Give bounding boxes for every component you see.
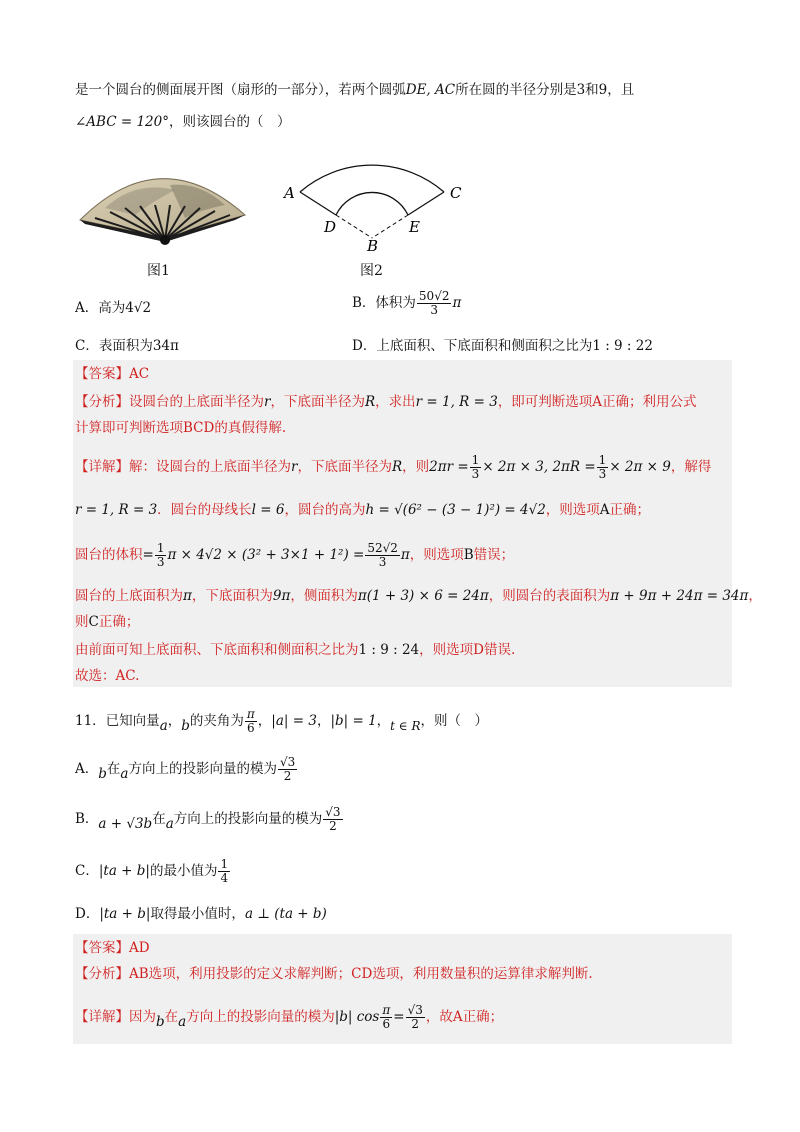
d: 6 xyxy=(247,721,255,735)
vec: a xyxy=(120,766,129,782)
q10-stem-line2 xyxy=(75,112,290,132)
eq: π xyxy=(400,547,410,563)
d: 4 xyxy=(220,871,229,885)
t: 11．已知向量 xyxy=(75,713,160,729)
t: 圆台的体积 xyxy=(75,547,143,563)
d: 2 xyxy=(329,819,337,833)
q11-stem xyxy=(75,708,488,735)
q10-stem-text: 是一个圆台的侧面展开图（扇形的一部分），若两个圆弧 xyxy=(75,82,406,98)
d: 3 xyxy=(156,555,165,569)
label-d: D xyxy=(324,218,337,236)
eq: l = 6 xyxy=(251,502,285,518)
t: ，侧面积为 xyxy=(290,588,358,604)
frac xyxy=(470,454,482,481)
n: 1 xyxy=(471,453,480,467)
vec: b xyxy=(98,766,107,782)
t: ，下底面半径为 xyxy=(270,394,365,410)
t: ，故A正确； xyxy=(425,1009,504,1025)
t: 正确； xyxy=(609,502,651,518)
R: R xyxy=(364,394,376,410)
t: ， xyxy=(316,713,331,729)
n: √3 xyxy=(325,805,341,819)
q10-arcs: DE, AC xyxy=(405,82,456,98)
eq: π xyxy=(183,588,192,604)
eq: 9π xyxy=(272,588,291,604)
t: D． xyxy=(75,906,100,922)
d: 2 xyxy=(411,1017,420,1031)
t: C． xyxy=(75,863,99,879)
t: B． xyxy=(75,811,99,827)
vec-b: b xyxy=(181,718,190,734)
n: 52√2 xyxy=(367,541,398,555)
frac xyxy=(380,1004,392,1031)
vec-a: a xyxy=(159,718,168,734)
t: 方向上的投影向量的模为 xyxy=(173,811,323,827)
q10-analysis-line2: 计算即可判断选项BCD的真假得解. xyxy=(75,420,287,436)
opt: C xyxy=(88,614,99,630)
t: 错误； xyxy=(473,547,515,563)
t: ，则选项 xyxy=(409,547,464,563)
eq: a ⊥ (ta + b) xyxy=(244,906,327,922)
r: r xyxy=(291,459,298,475)
n: π xyxy=(382,1003,391,1017)
option-b-frac xyxy=(417,290,452,317)
eq: 2πr = xyxy=(429,459,469,475)
frac xyxy=(155,542,167,569)
frac xyxy=(323,806,342,833)
d: 3 xyxy=(471,467,480,481)
eq: 1 : 9 : 24 xyxy=(358,642,420,658)
eq: × 2π × 3, 2πR = xyxy=(482,459,596,475)
q11-option-d xyxy=(75,904,327,924)
eq: |b| cos xyxy=(334,1009,380,1025)
q10-answer: 【答案】AC xyxy=(75,366,150,382)
n: 1 xyxy=(598,453,607,467)
eq: |ta + b| xyxy=(99,906,151,922)
option-b-text: B．体积为 xyxy=(352,295,416,311)
t: 圆台的上底面积为 xyxy=(75,588,183,604)
t: ，下底面积为 xyxy=(191,588,273,604)
q10-option-d xyxy=(352,336,653,356)
eq: π × 4√2 × (3² + 3×1 + 1²) = xyxy=(167,547,365,563)
frac xyxy=(218,858,230,885)
t: ， xyxy=(748,588,762,604)
t: ，即可判断选项A正确；利用公式 xyxy=(497,394,697,410)
d: 6 xyxy=(382,1017,391,1031)
t: 由前面可知上底面积、下底面积和侧面积之比为 xyxy=(75,642,359,658)
t: ，则选项 xyxy=(545,502,600,518)
t: 【详解】解：设圆台的上底面半径为 xyxy=(75,459,291,475)
frac xyxy=(406,1004,425,1031)
t: ，圆台的高为 xyxy=(284,502,366,518)
R: R xyxy=(391,459,403,475)
t: A． xyxy=(75,761,99,777)
t: 在 xyxy=(152,811,166,827)
q11-option-b xyxy=(75,806,344,833)
q10-detail-line5 xyxy=(75,612,139,632)
n: √3 xyxy=(279,755,296,769)
n: √3 xyxy=(407,1003,423,1017)
option-d-value: 1 : 9 : 22 xyxy=(592,338,653,354)
t: 在 xyxy=(164,1009,179,1025)
n: 1 xyxy=(220,857,229,871)
q11-answer: 【答案】AD xyxy=(75,940,150,956)
t: ，下底面半径为 xyxy=(297,459,392,475)
t: 【详解】因为 xyxy=(75,1009,156,1025)
label-e: E xyxy=(409,218,420,236)
fig2-caption: 图2 xyxy=(360,263,383,279)
t: 在 xyxy=(106,761,121,777)
q11-analysis: 【分析】AB选项，利用投影的定义求解判断；CD选项，利用数量积的运算律求解判断. xyxy=(75,966,593,982)
q10-stem-text-3: ，则该圆台的（ ） xyxy=(168,114,291,130)
t: 的夹角为 xyxy=(189,713,244,729)
q10-detail-line1 xyxy=(75,454,711,481)
q11-detail xyxy=(75,1004,503,1031)
t: 则 xyxy=(75,614,89,630)
d: 3 xyxy=(598,467,607,481)
frac xyxy=(245,708,257,735)
eq: |b| = 1 xyxy=(330,713,377,729)
frac-num: 50√2 xyxy=(418,289,450,303)
eq: |ta + b| xyxy=(98,863,150,879)
t: 正确； xyxy=(98,614,140,630)
d: 2 xyxy=(283,769,292,783)
eq: × 2π × 9 xyxy=(609,459,671,475)
t: 方向上的投影向量的模为 xyxy=(186,1009,335,1025)
n: π xyxy=(246,707,255,721)
q10-detail-line4 xyxy=(75,586,762,606)
t: ，解得 xyxy=(670,459,712,475)
eq: t ∈ R xyxy=(390,719,421,733)
t: ．圆台的母线长 xyxy=(157,502,252,518)
vec: a xyxy=(165,816,174,832)
q11-option-c xyxy=(75,858,231,885)
eq: h = √(6² − (3 − 1)²) = 4√2 xyxy=(365,502,546,518)
option-c-text: C．表面积为 xyxy=(75,338,153,354)
q10-option-b xyxy=(352,290,461,317)
frac xyxy=(597,454,609,481)
q10-angle: ∠ABC = 120° xyxy=(75,114,169,130)
label-a: A xyxy=(284,184,295,202)
eq: π(1 + 3) × 6 = 24π xyxy=(357,588,489,604)
d: 3 xyxy=(378,555,387,569)
frac-den: 3 xyxy=(430,303,439,317)
opt: A xyxy=(599,502,610,518)
t: ，则 xyxy=(402,459,430,475)
option-a-text: A．高为 xyxy=(75,300,126,316)
option-a-value: 4√2 xyxy=(125,300,152,316)
label-c: C xyxy=(450,184,462,202)
option-d-text: D．上底面积、下底面积和侧面积之比为 xyxy=(352,338,593,354)
t: 取得最小值时， xyxy=(150,906,245,922)
r: r xyxy=(264,394,271,410)
q10-detail-line3 xyxy=(75,542,514,569)
n: 1 xyxy=(156,541,165,555)
eq: r = 1, R = 3 xyxy=(75,502,158,518)
t: ，求出 xyxy=(375,394,416,410)
sector-diagram xyxy=(280,144,480,254)
q10-detail-line6 xyxy=(75,640,515,660)
t: ， xyxy=(257,713,272,729)
opt: B xyxy=(463,547,474,563)
t: ，则选项D错误. xyxy=(419,642,516,658)
q10-option-a xyxy=(75,298,151,318)
eq: |a| = 3 xyxy=(271,713,317,729)
q10-stem-text-2: 所在圆的半径分别是3和9，且 xyxy=(455,82,635,98)
option-c-value: 34π xyxy=(152,338,179,354)
t: ，则（ ） xyxy=(420,713,489,729)
vec: a xyxy=(178,1014,187,1030)
q10-stem-line1 xyxy=(75,80,634,100)
pi: π xyxy=(452,295,462,311)
label-b: B xyxy=(367,237,379,254)
fig1-caption: 图1 xyxy=(147,263,170,279)
vec: a + √3b xyxy=(98,816,153,832)
q10-conclusion: 故选：AC. xyxy=(75,668,140,684)
t: ，则圆台的表面积为 xyxy=(488,588,611,604)
vec: b xyxy=(156,1014,165,1030)
eq: = xyxy=(142,547,154,563)
t: ， xyxy=(376,713,391,729)
rR: r = 1, R = 3 xyxy=(415,394,498,410)
q10-detail-line2 xyxy=(75,500,650,520)
t: 的最小值为 xyxy=(149,863,218,879)
t: ， xyxy=(167,713,182,729)
t: 方向上的投影向量的模为 xyxy=(128,761,277,777)
eq: π + 9π + 24π = 34π xyxy=(610,588,749,604)
eq: = xyxy=(393,1009,405,1025)
q11-option-a xyxy=(75,756,298,783)
t: 【分析】设圆台的上底面半径为 xyxy=(75,394,264,410)
q10-analysis-line1 xyxy=(75,392,697,412)
frac xyxy=(365,542,400,569)
frac xyxy=(278,756,297,783)
q10-option-c xyxy=(75,336,179,356)
fan-image xyxy=(75,160,250,250)
